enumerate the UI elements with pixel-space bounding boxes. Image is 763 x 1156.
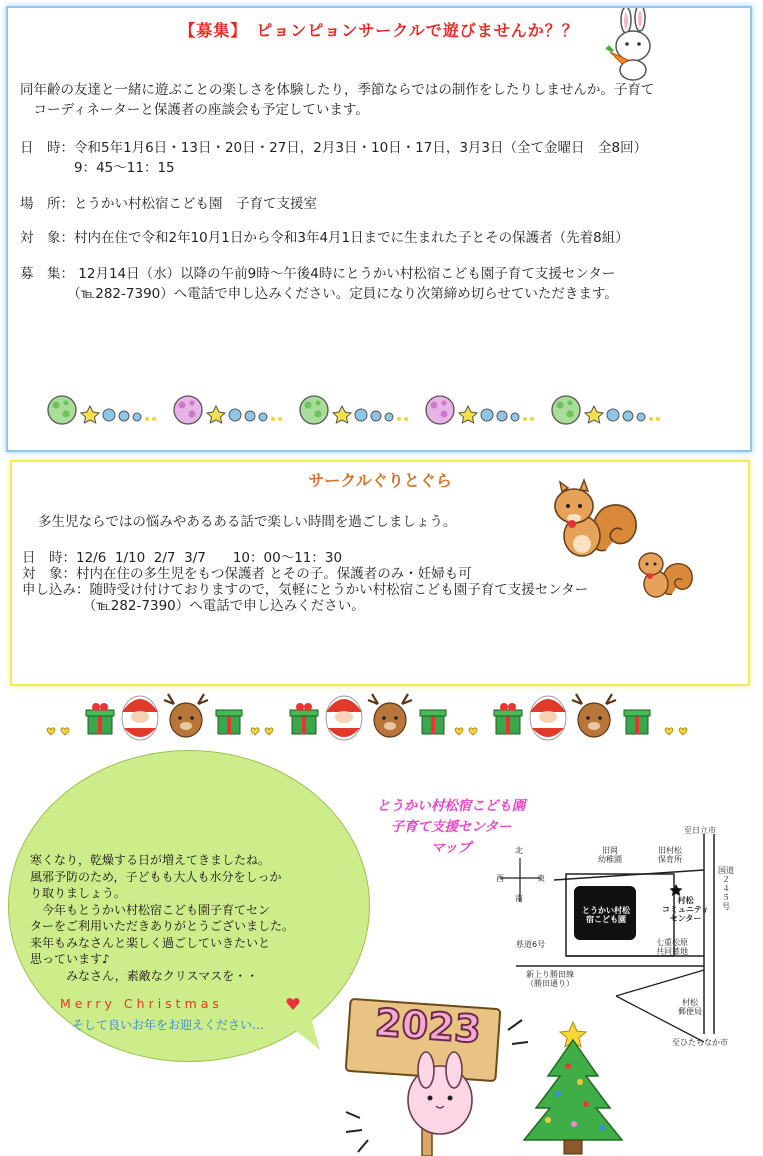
bubble-tail <box>250 1010 350 1070</box>
circle-title: サークルぐりとぐら <box>308 471 452 490</box>
new-year-wish: そして良いお年をお迎えください… <box>72 1018 265 1032</box>
reindeer-icon <box>164 694 208 737</box>
map-community-center: 村松 コミュニティ センター <box>662 896 710 923</box>
recruit-dates: 日 時：令和5年1月6日・13日・20日・27日，2月3日・10日・17日，3月3日（全て金曜日 全8回） 9：45～11：15 <box>20 140 648 176</box>
circle-intro: 多生児ならではの悩みやあるある話で楽しい時間を過ごしましょう。 <box>38 514 457 530</box>
map-cemetery: 七重松原 共同墓地 <box>656 938 688 956</box>
merry-christmas: Merry Christmas <box>60 996 223 1011</box>
squirrel-icon <box>546 478 642 562</box>
map-title: とうかい村松宿こども園 子育て支援センター マップ <box>376 798 526 856</box>
heart-icon <box>47 728 55 735</box>
heart-icon <box>61 728 69 735</box>
recruit-place: 場 所：とうかい村松宿こども園 子育て支援室 <box>20 196 317 212</box>
map-rail: 新上り勝田線 （勝田通り） <box>526 970 574 988</box>
map-old-muramatsu: 旧村松 保育所 <box>658 846 682 864</box>
dot-garland-icon <box>44 392 684 428</box>
map-east: 東 <box>537 874 545 883</box>
squirrel-icon <box>632 546 694 602</box>
circle-section <box>10 460 750 686</box>
gift-icon <box>86 703 114 734</box>
map-old-nursery: 旧岡 幼稚園 <box>598 846 622 864</box>
recruit-title: 【募集】 ピョンピョンサークルで遊びませんか？？ <box>179 21 579 40</box>
message-body: 寒くなり，乾燥する日が増えてきましたね。 風邪予防のため，子どもも大人も水分をしっか り取りましょう。 今年もとうかい村松宿こども園子育てセン ターをご利用いただきありがとうございました。 来年もみなさんと楽しく過ごしていきたいと 思っています♪ みなさん，素敵なクリスマスを・・ <box>30 853 295 983</box>
map-north: 北 <box>515 846 523 855</box>
circle-details: 日 時：12/6 1/10 2/7 3/7 10：00～11：30 対 象：村内在住の多生児をもつ保護者 とその子。保護者のみ・妊婦も可 申し込み：随時受け付けておりますので，気軽にとうかい村松宿こども園子育て支援センター （℡282-7390）へ電話で申し込みください。 <box>22 550 589 614</box>
map-to-hitachinaka: 至ひたちなか市 <box>672 1038 728 1047</box>
map-center-building: とうかい村松 宿こども園 <box>582 906 630 924</box>
year-sign-text: 2023 <box>373 1000 483 1052</box>
recruit-intro: 同年齢の友達と一緒に遊ぶことの楽しさを体験したり，季節ならではの制作をしたりしませんか。子育て コーディネーターと保護者の座談会も予定しています。 <box>20 82 655 118</box>
map-post-office: 村松 郵便局 <box>678 998 702 1016</box>
map-to-hitachi: 至日立市 <box>684 826 716 835</box>
map-route245: 国道 ２ ４ ５ 号 <box>718 866 734 911</box>
heart-icon <box>286 997 300 1011</box>
recruit-target: 対 象：村内在住で令和2年10月1日から令和3年4月1日までに生まれた子とその保護者（先着8組） <box>20 230 629 246</box>
recruit-apply: 募 集： 12月14日（水）以降の午前9時～午後4時にとうかい村松宿こども園子育て支援センター （℡282-7390）へ電話で申し込みください。定員になり次第締め切らせていただきます。 <box>20 266 618 302</box>
christmas-tree-icon <box>518 1016 628 1156</box>
rabbit-carrot-icon <box>600 8 660 82</box>
map-west: 西 <box>496 874 504 883</box>
santa-icon <box>122 696 158 740</box>
recruit-section <box>6 6 752 452</box>
gift-icon <box>216 710 242 734</box>
christmas-garland <box>40 690 690 744</box>
map-south: 南 <box>515 894 523 903</box>
map-route6: 県道6号 <box>516 940 546 949</box>
